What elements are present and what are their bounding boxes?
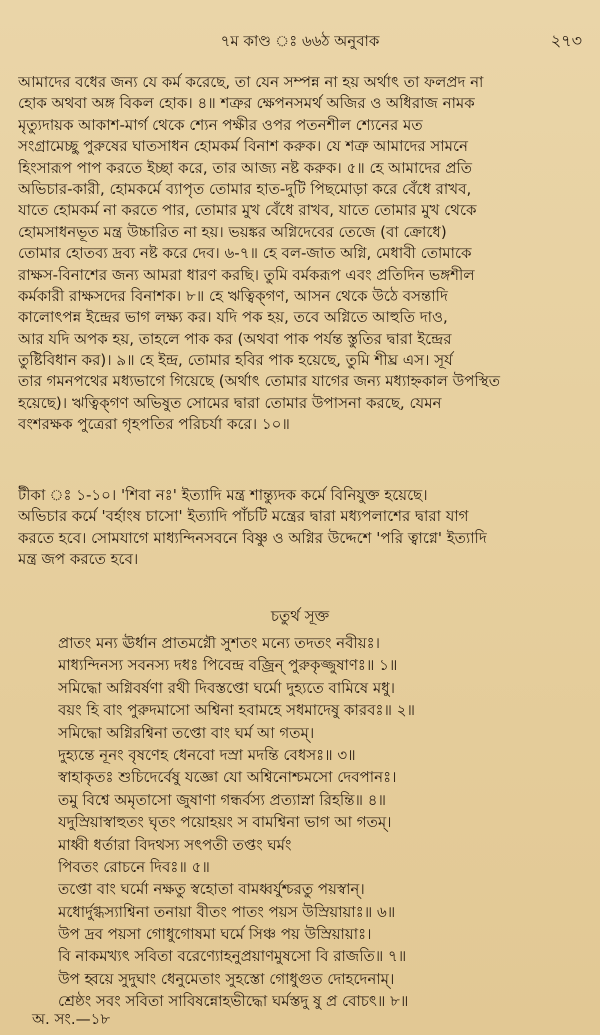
- text-line: হোক অথবা অঙ্গ বিকল হোক। ৪॥ শত্রুর ক্ষেপনসমর্থ অজির ও অধিরাজ নামক: [18, 94, 475, 113]
- translation-paragraph: [18, 72, 590, 436]
- text-line: মন্ত্র জপ করতে হবে।: [18, 550, 139, 569]
- verse-line: যদুস্রিয়াস্বাহুতং ঘৃতং পয়োহয়ং স বামশ্বিনা ভাগ আ গতম্।: [58, 813, 392, 832]
- verse-line: দুহ্যন্তে নূনং বৃষণেহ ধেনবো দস্রা মদন্তি বেধসঃ॥ ৩॥: [58, 745, 356, 764]
- verse-line: উপ হ্বয়ে সুদুঘাং ধেনুমেতাং সুহস্তো গোধুগুত দোহদেনাম্।: [58, 969, 395, 988]
- text-line: অভিচার কর্মে 'বর্হাংষ চাসো' ইত্যাদি পাঁচটি মন্ত্রের দ্বারা মধ্যপলাশের দ্বারা যাগ: [18, 507, 469, 526]
- text-line: যাতে হোমকর্ম না করতে পার, তোমার মুখ বেঁধে রাখব, যাতে তোমার মুখ থেকে: [18, 201, 477, 220]
- text-line: রাক্ষস-বিনাশের জন্য আমরা ধারণ করছি। তুমি বর্মকরূপ এবং প্রতিদিন ভঙ্গশীল: [18, 265, 475, 284]
- verse-line: বি নাকমখ্যৎ সবিতা বরেণ্যোহনুপ্রয়াণমুষসো বি রাজতি॥ ৭॥: [58, 947, 407, 966]
- verse-line: শ্রেষ্ঠং সবং সবিতা সাবিষন্নোহভীদ্ধো ঘর্মস্তদু ষু প্র বোচৎ॥ ৮॥: [58, 992, 409, 1011]
- text-line: হয়েছে)। ঋত্বিক্‌গণ অভিষুত সোমের দ্বারা তোমার উপাসনা করছে, যেমন: [18, 393, 442, 412]
- verse-line: মাধ্বী ধর্তারা বিদথস্য সৎপতী তপ্তং ঘর্মং: [58, 835, 292, 854]
- text-line: কালোৎপন্ন ইন্দ্রের ভাগ লক্ষ্য কর। যদি পক হয়, তবে অগ্নিতে আহুতি দাও,: [18, 308, 448, 327]
- verse-line: তমু বিশ্বে অমৃতাসো জুষাণা গন্ধর্বস্য প্রত্যাস্না রিহন্তি॥ ৪॥: [58, 790, 386, 809]
- text-line: তুষ্টিবিধান কর)। ৯॥ হে ইন্দ্র, তোমার হবির পাক হয়েছে, তুমি শীঘ্র এস। সূর্য: [18, 351, 453, 370]
- running-header: ৭ম কাণ্ড ঃ ৬৬ঠ অনুবাক: [220, 32, 380, 50]
- verse-line: সমিদ্ধো অগ্নিরশ্বিনা তপ্তো বাং ঘর্ম আ গতম্।: [58, 723, 315, 742]
- verse-line: সমিদ্ধো অগ্নিবর্ষণা রথী দিবস্তপ্তো ঘর্মো দুহ্যতে বামিষে মধু।: [58, 678, 395, 697]
- text-line: হিংসারূপ পাপ করতে ইচ্ছা করে, তার আজ্য নষ্ট করুক। ৫॥ হে আমাদের প্রতি: [18, 158, 473, 177]
- text-line: মৃত্যুদায়ক আকাশ-মার্গ থেকে শ্যেন পক্ষীর ওপর পতনশীল শ্যেনের মত: [18, 115, 423, 134]
- sanskrit-verses: [58, 632, 598, 1013]
- verse-line: স্বাহাকৃতঃ শুচিদের্বেষু যজ্ঞো যো অশ্বিনোশ্চমসো দেবপানঃ।: [58, 768, 397, 787]
- verse-line: মধোর্দুগ্ধস্যাশ্বিনা তনায়া বীতং পাতং পয়স উস্রিয়ায়াঃ॥ ৬॥: [58, 902, 396, 921]
- text-line: অভিচার-কারী, হোমকর্মে ব্যাপৃত তোমার হাত-দুটি পিছমোড়া করে বেঁধে রাখব,: [18, 179, 472, 198]
- text-line: আর যদি অপক হয়, তাহলে পাক কর (অথবা পাক পর্যন্ত স্তুতির দ্বারা ইন্দ্রের: [18, 329, 452, 348]
- page-number: ২৭৩: [550, 31, 582, 50]
- commentary-paragraph: [18, 485, 590, 571]
- text-line: হোমসাধনভূত মন্ত্র উচ্চারিত না হয়। ভয়ঙ্কর অগ্নিদেবের তেজে (বা ক্রোধে): [18, 222, 447, 241]
- text-line: করতে হবে। সোমযাগে মাধ্যন্দিনসবনে বিষ্ণু ও অগ্নির উদ্দেশে 'পরি ত্বাগ্নে' ইত্যাদি: [18, 528, 487, 547]
- text-line: কর্মকারী রাক্ষসদের বিনাশক। ৮॥ হে ঋত্বিক্‌গণ, আসন থেকে উঠে বসন্তাদি: [18, 286, 448, 305]
- text-line: সংগ্রামেচ্ছু পুরুষের ঘাতসাধন হোমকর্ম বিনাশ করুক। যে শত্রু আমাদের সামনে: [18, 137, 468, 156]
- verse-line: প্রাতং মন্য ঊর্ধান প্রাতমগ্নৌ সুশতং মন্যে তদতং নবীয়ঃ।: [58, 634, 380, 652]
- text-line: তার গমনপথের মধ্যভাগে গিয়েছে (অর্থাৎ তোমার যাগের জন্য মধ্যাহ্নকাল উপস্থিত: [18, 372, 500, 391]
- verse-line: বয়ং হি বাং পুরুদমাসো অশ্বিনা হবামহে সধমাদেষু কারবঃ॥ ২॥: [58, 701, 415, 720]
- verse-line: পিবতং রোচনে দিবঃ॥ ৫॥: [58, 857, 210, 876]
- text-line: তোমার হোতব্য দ্রব্য নষ্ট করে দেব। ৬-৭॥ হে বল-জাত অগ্নি, মেধাবী তোমাকে: [18, 244, 472, 263]
- text-line: আমাদের বধের জন্য যে কর্ম করেছে, তা যেন সম্পন্ন না হয় অর্থাৎ তা ফলপ্রদ না: [18, 73, 484, 91]
- text-line: বংশরক্ষক পুত্রেরা গৃহপতির পরিচর্যা করে। ১০॥: [18, 415, 290, 434]
- verse-line: তপ্তো বাং ঘর্মো নক্ষতু স্বহোতা বামধ্বর্যুশ্চরতু পয়স্বান্।: [58, 880, 365, 899]
- section-heading: চতুর্থ সূক্ত: [270, 607, 330, 625]
- signature-mark: অ. সং.—১৮: [32, 1010, 111, 1028]
- verse-line: মাধ্যন্দিনস্য সবনস্য দধঃ পিবেন্দ্র বজ্রিন্ পুরুকৃজ্জুষাণঃ॥ ১॥: [58, 656, 398, 675]
- text-line: টীকা ঃ ১-১০। 'শিবা নঃ' ইত্যাদি মন্ত্র শান্ত্যুদক কর্মে বিনিযুক্ত হয়েছে।: [18, 486, 428, 504]
- verse-line: উপ দ্রব পয়সা গোধুগোষমা ঘর্মে সিঞ্চ পয় উস্রিয়ায়াঃ।: [58, 925, 372, 944]
